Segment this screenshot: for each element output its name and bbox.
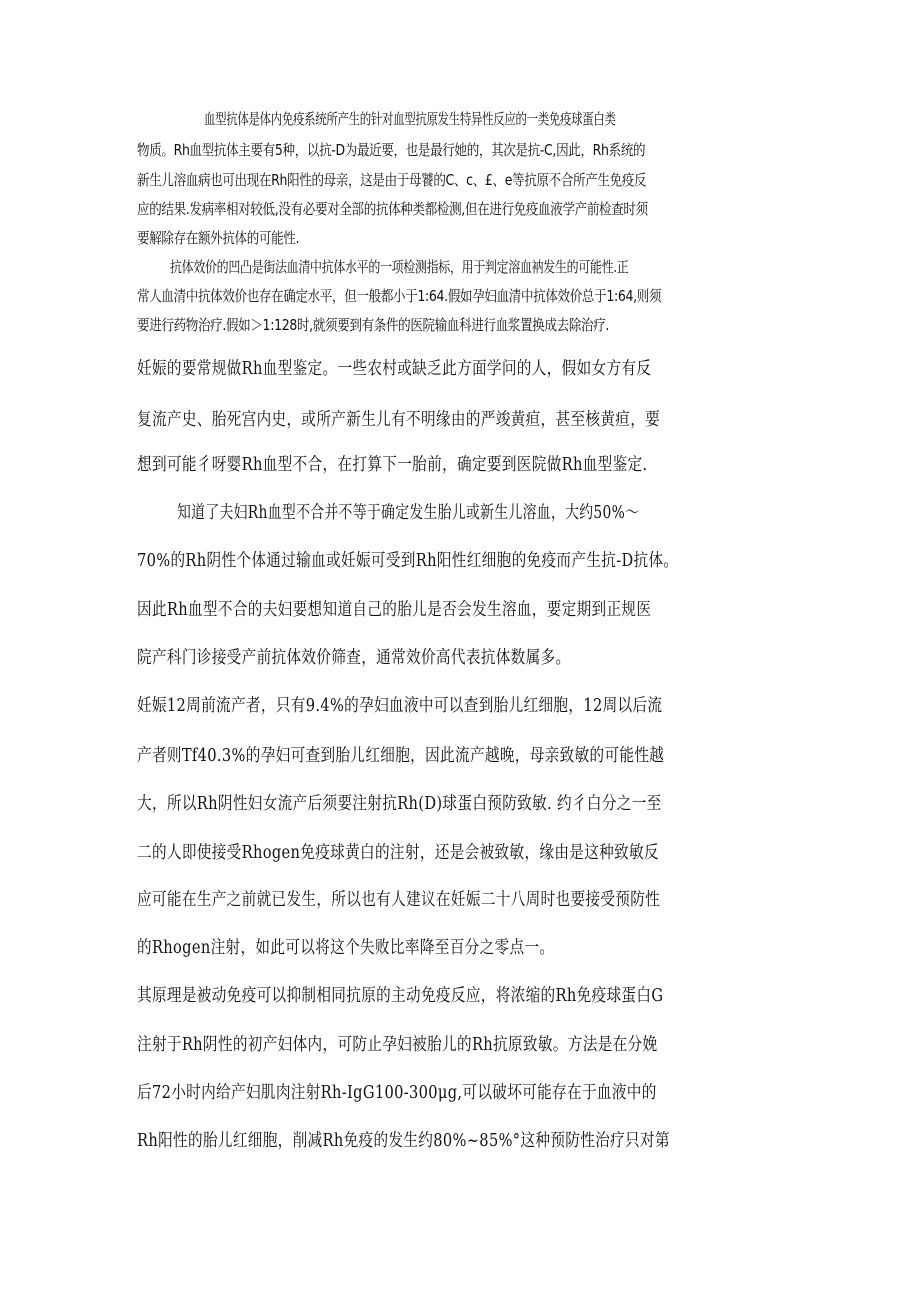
text-line: 物质。Rh血型抗体主要有5种，以抗-D为最近要，也是最行她的，其次是抗-C,因此，Rh系统的 bbox=[137, 141, 646, 159]
text-line: 应可能在生产之前就已发生，所以也有人建议在妊娠二十八周时也要接受预防性 bbox=[137, 890, 661, 910]
text-line: 因此Rh血型不合的夫妇要想知道自己的胎儿是否会发生溶血，要定期到正规医 bbox=[137, 600, 652, 620]
text-line: 注射于Rh阴性的初产妇体内，可防止孕妇被胎儿的Rh抗原致敏。方法是在分娩 bbox=[137, 1035, 658, 1055]
text-line: 的Rhogen注射，如此可以将这个失败比率降至百分之零点一。 bbox=[137, 938, 555, 958]
text-line: 院产科门诊接受产前抗体效价筛查，通常效价高代表抗体数属多。 bbox=[137, 648, 571, 668]
text-line: 想到可能彳呀婴Rh血型不合，在打算下一胎前，确定要到医院做Rh血型鉴定. bbox=[137, 455, 648, 475]
text-line: 要解除存在额外抗体的可能性. bbox=[137, 229, 300, 247]
text-line: 后72小时内给产妇肌肉注射Rh-IgG100-300μg,可以破坏可能存在于血液中的 bbox=[137, 1083, 657, 1103]
text-line: 70%的Rh阴性个体通过输血或妊娠可受到Rh阳性红细胞的免疫而产生抗-D抗体。 bbox=[137, 551, 679, 571]
text-line: 大，所以Rh阴性妇女流产后须要注射抗Rh(D)球蛋白预防致敏. 约彳白分之一至 bbox=[137, 794, 662, 814]
text-line: 应的结果.发病率相对较低,没有必要对全部的抗体种类都检测,但在进行免疫血液学产前检查时须 bbox=[137, 200, 648, 218]
text-line: 要进行药物治疗.假如＞1:128时,就须要到有条件的医院输血科进行血浆置换成去除治疗. bbox=[137, 316, 610, 334]
text-line: 复流产史、胎死宫内史，或所产新生儿有不明缘由的严竣黄疸，甚至核黄疸，要 bbox=[137, 410, 661, 430]
text-line: 产者则Tf40.3%的孕妇可查到胎儿红细胞，因此流产越晚，母亲致敏的可能性越 bbox=[137, 746, 665, 766]
text-line: 二的人即使接受Rhogen免疫球黄白的注射，还是会被致敏，缘由是这种致敏反 bbox=[137, 843, 659, 863]
text-line: Rh阳性的胎儿红细胞，削减Rh免疫的发生约80%~85%°这种预防性治疗只对第 bbox=[137, 1131, 670, 1151]
text-line: 妊娠12周前流产者，只有9.4%的孕妇血液中可以查到胎儿红细胞，12周以后流 bbox=[137, 696, 663, 716]
text-line: 知道了夫妇Rh血型不合并不等于确定发生胎儿或新生儿溶血，大约50%〜 bbox=[177, 503, 640, 523]
text-line: 妊娠的要常规做Rh血型鉴定。一些农村或缺乏此方面学问的人，假如女方有反 bbox=[137, 359, 652, 379]
text-line: 常人血清中抗体效价也存在确定水平，但一般都小于1:64.假如孕妇血清中抗体效价总于1:64,则须 bbox=[137, 287, 662, 305]
text-line: 其原理是被动免疫可以抑制相同抗原的主动免疫反应，将浓缩的Rh免疫球蛋白G bbox=[137, 986, 664, 1006]
text-line: 血型抗体是体内免疫系统所产生的针对血型抗原发生特异性反应的一类免疫球蛋白类 bbox=[204, 110, 616, 128]
text-line: 新生儿溶血病也可出现在Rh阳性的母亲，这是由于母饕的C、c、£、e等抗原不合所产生免疫反 bbox=[137, 171, 647, 189]
text-line: 抗体效价的凹凸是街法血清中抗体水平的一项检测指标，用于判定溶血衲发生的可能性.正 bbox=[170, 258, 629, 276]
